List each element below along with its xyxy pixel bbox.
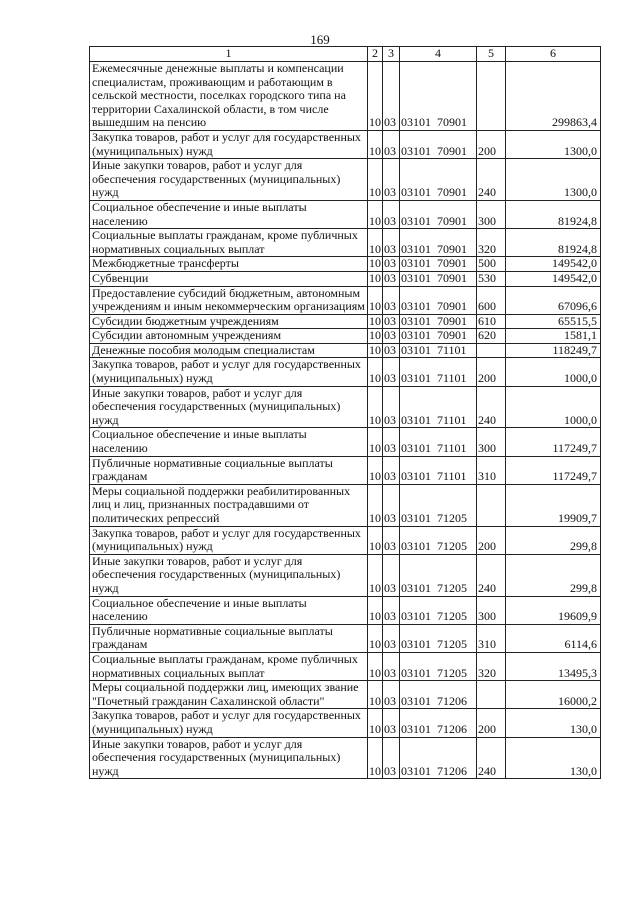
row-target-article: 03101 71101	[400, 428, 477, 456]
row-subsection: 03	[383, 229, 400, 257]
row-target-article: 03101 71205	[400, 526, 477, 554]
row-target-article: 03101 71101	[400, 358, 477, 386]
row-amount: 65515,5	[506, 314, 601, 329]
row-section: 10	[368, 624, 383, 652]
row-name: Иные закупки товаров, работ и услуг для обеспечения государственных (муниципальных) нужд	[90, 554, 368, 596]
row-target-article: 03101 71206	[400, 737, 477, 779]
header-row	[90, 47, 601, 62]
row-subsection: 03	[383, 428, 400, 456]
row-name: Закупка товаров, работ и услуг для государственных (муниципальных) нужд	[90, 709, 368, 737]
row-target-article: 03101 70901	[400, 271, 477, 286]
row-expense-type: 240	[477, 159, 506, 201]
row-amount: 299,8	[506, 526, 601, 554]
row-section: 10	[369, 328, 381, 343]
row-name: Межбюджетные трансферты	[90, 257, 368, 272]
row-expense-type: 320	[477, 652, 506, 680]
row-name: Социальное обеспечение и иные выплаты населению	[90, 428, 368, 456]
table-row	[90, 428, 601, 456]
row-section: 10	[368, 681, 383, 709]
budget-table	[89, 46, 601, 779]
row-section: 10	[368, 456, 383, 484]
row-target-article: 03101 71205	[400, 596, 477, 624]
row-section: 10	[368, 358, 383, 386]
row-amount: 81924,8	[506, 229, 601, 257]
header-cell: 6	[506, 47, 601, 62]
row-target-article: 03101 70901	[400, 257, 477, 272]
row-expense-type: 240	[477, 554, 506, 596]
table-row	[90, 271, 601, 286]
table-row	[90, 257, 601, 272]
row-expense-type: 200	[477, 526, 506, 554]
row-section: 10	[368, 652, 383, 680]
table-row	[90, 200, 601, 228]
row-subsection: 03	[383, 386, 400, 428]
table-row	[90, 652, 601, 680]
row-amount: 130,0	[506, 709, 601, 737]
header-cell: 3	[383, 47, 400, 62]
row-section: 10	[368, 159, 383, 201]
row-amount: 67096,6	[506, 286, 601, 314]
row-section: 10	[368, 484, 383, 526]
row-target-article: 03101 71205	[400, 652, 477, 680]
row-expense-type: 310	[477, 624, 506, 652]
row-expense-type: 320	[477, 229, 506, 257]
row-section: 10	[368, 130, 383, 158]
row-expense-type: 200	[477, 709, 506, 737]
row-expense-type: 600	[477, 286, 506, 314]
table-row	[90, 358, 601, 386]
row-expense-type: 310	[477, 456, 506, 484]
row-amount: 16000,2	[506, 681, 601, 709]
row-section: 10	[369, 313, 381, 328]
row-name: Социальное обеспечение и иные выплаты населению	[90, 200, 368, 228]
header-cell: 5	[477, 47, 506, 62]
table-row	[90, 484, 601, 526]
row-target-article: 03101 70901	[400, 159, 477, 201]
row-amount: 149542,0	[506, 257, 601, 272]
row-subsection: 03	[383, 624, 400, 652]
row-name: Иные закупки товаров, работ и услуг для обеспечения государственных (муниципальных) нужд	[90, 159, 368, 201]
row-target-article: 03101 71206	[400, 681, 477, 709]
table-row	[90, 554, 601, 596]
row-subsection: 03	[383, 484, 400, 526]
row-name: Субсидии автономным учреждениям	[90, 329, 368, 344]
row-section: 10	[368, 286, 383, 314]
row-section: 10	[369, 270, 381, 285]
row-subsection: 03	[383, 329, 400, 344]
table-row	[90, 386, 601, 428]
table-row	[90, 130, 601, 158]
row-expense-type: 620	[477, 329, 506, 344]
row-amount: 81924,8	[506, 200, 601, 228]
row-expense-type: 610	[477, 314, 506, 329]
row-amount: 1581,1	[506, 329, 601, 344]
row-subsection: 03	[383, 526, 400, 554]
row-section: 10	[368, 200, 383, 228]
table-row	[90, 329, 601, 344]
row-section: 10	[368, 428, 383, 456]
row-expense-type: 300	[477, 428, 506, 456]
row-name: Предоставление субсидий бюджетным, автономным учреждениям и иным некоммерческим организациям	[90, 286, 368, 314]
row-subsection: 03	[383, 200, 400, 228]
row-amount: 1300,0	[506, 130, 601, 158]
row-subsection: 03	[383, 737, 400, 779]
row-subsection: 03	[383, 130, 400, 158]
row-subsection: 03	[383, 286, 400, 314]
row-section: 10	[369, 342, 381, 357]
row-expense-type	[477, 681, 506, 709]
table-row	[90, 709, 601, 737]
row-amount: 1300,0	[506, 159, 601, 201]
row-expense-type	[477, 62, 506, 131]
row-target-article: 03101 70901	[400, 130, 477, 158]
row-subsection: 03	[383, 709, 400, 737]
table-row	[90, 596, 601, 624]
row-section: 10	[368, 526, 383, 554]
row-expense-type	[477, 343, 506, 358]
row-expense-type: 240	[477, 386, 506, 428]
row-target-article: 03101 71205	[400, 484, 477, 526]
row-target-article: 03101 70901	[400, 329, 477, 344]
row-name: Публичные нормативные социальные выплаты гражданам	[90, 624, 368, 652]
row-name: Иные закупки товаров, работ и услуг для обеспечения государственных (муниципальных) нужд	[90, 737, 368, 779]
row-section: 10	[368, 386, 383, 428]
row-section: 10	[368, 554, 383, 596]
row-target-article: 03101 71101	[400, 343, 477, 358]
row-name: Меры социальной поддержки реабилитированных лиц и лиц, признанных пострадавшими от политических репрессий	[90, 484, 368, 526]
row-amount: 117249,7	[506, 428, 601, 456]
row-section: 10	[369, 256, 381, 271]
row-subsection: 03	[383, 596, 400, 624]
row-expense-type: 530	[477, 271, 506, 286]
table-row	[90, 456, 601, 484]
row-subsection: 03	[383, 314, 400, 329]
row-subsection: 03	[383, 554, 400, 596]
row-amount: 149542,0	[506, 271, 601, 286]
row-name: Субвенции	[90, 271, 368, 286]
table-row	[90, 737, 601, 779]
row-subsection: 03	[383, 681, 400, 709]
row-subsection: 03	[383, 257, 400, 272]
row-name: Социальные выплаты гражданам, кроме публичных нормативных социальных выплат	[90, 652, 368, 680]
row-name: Закупка товаров, работ и услуг для государственных (муниципальных) нужд	[90, 130, 368, 158]
table-row	[90, 159, 601, 201]
row-subsection: 03	[383, 343, 400, 358]
row-target-article: 03101 70901	[400, 200, 477, 228]
table-row	[90, 62, 601, 131]
row-name: Субсидии бюджетным учреждениям	[90, 314, 368, 329]
table-row	[90, 624, 601, 652]
row-target-article: 03101 71205	[400, 624, 477, 652]
row-amount: 1000,0	[506, 386, 601, 428]
row-target-article: 03101 71205	[400, 554, 477, 596]
row-target-article: 03101 70901	[400, 286, 477, 314]
table-row	[90, 314, 601, 329]
row-subsection: 03	[383, 271, 400, 286]
row-target-article: 03101 71206	[400, 709, 477, 737]
row-name: Денежные пособия молодым специалистам	[90, 343, 368, 358]
header-cell: 4	[400, 47, 477, 62]
row-subsection: 03	[383, 159, 400, 201]
row-name: Меры социальной поддержки лиц, имеющих звание "Почетный гражданин Сахалинской области"	[90, 681, 368, 709]
row-subsection: 03	[383, 358, 400, 386]
row-section: 10	[368, 709, 383, 737]
row-amount: 299863,4	[506, 62, 601, 131]
row-amount: 1000,0	[506, 358, 601, 386]
row-name: Социальное обеспечение и иные выплаты населению	[90, 596, 368, 624]
row-name: Закупка товаров, работ и услуг для государственных (муниципальных) нужд	[90, 526, 368, 554]
row-target-article: 03101 70901	[400, 62, 477, 131]
row-subsection: 03	[383, 652, 400, 680]
row-amount: 130,0	[506, 737, 601, 779]
table-row	[90, 526, 601, 554]
page-number: 169	[310, 32, 330, 47]
row-section: 10	[368, 596, 383, 624]
row-name: Социальные выплаты гражданам, кроме публичных нормативных социальных выплат	[90, 229, 368, 257]
table-row	[90, 681, 601, 709]
row-amount: 117249,7	[506, 456, 601, 484]
row-expense-type	[477, 484, 506, 526]
row-amount: 13495,3	[506, 652, 601, 680]
row-subsection: 03	[383, 456, 400, 484]
row-amount: 118249,7	[506, 343, 601, 358]
row-target-article: 03101 70901	[400, 229, 477, 257]
row-section: 10	[368, 737, 383, 779]
row-expense-type: 300	[477, 596, 506, 624]
row-target-article: 03101 70901	[400, 314, 477, 329]
row-expense-type: 300	[477, 200, 506, 228]
row-target-article: 03101 71101	[400, 456, 477, 484]
row-expense-type: 500	[477, 257, 506, 272]
row-name: Закупка товаров, работ и услуг для государственных (муниципальных) нужд	[90, 358, 368, 386]
row-expense-type: 240	[477, 737, 506, 779]
table-row	[90, 343, 601, 358]
row-target-article: 03101 71101	[400, 386, 477, 428]
row-name: Иные закупки товаров, работ и услуг для обеспечения государственных (муниципальных) нужд	[90, 386, 368, 428]
row-name: Публичные нормативные социальные выплаты гражданам	[90, 456, 368, 484]
row-section: 10	[368, 229, 383, 257]
header-cell: 2	[368, 47, 383, 62]
row-name: Ежемесячные денежные выплаты и компенсации специалистам, проживающим и работающим в сельской местности, поселках городского типа на территории Сахалинской области, в том числе вышедшим на пенсию	[90, 62, 368, 131]
row-amount: 6114,6	[506, 624, 601, 652]
row-amount: 299,8	[506, 554, 601, 596]
row-amount: 19909,7	[506, 484, 601, 526]
table-body	[90, 47, 601, 779]
table-row	[90, 286, 601, 314]
row-section: 10	[368, 62, 383, 131]
row-amount: 19609,9	[506, 596, 601, 624]
row-expense-type: 200	[477, 130, 506, 158]
row-subsection: 03	[383, 62, 400, 131]
table-row	[90, 229, 601, 257]
row-expense-type: 200	[477, 358, 506, 386]
header-cell: 1	[90, 47, 368, 62]
